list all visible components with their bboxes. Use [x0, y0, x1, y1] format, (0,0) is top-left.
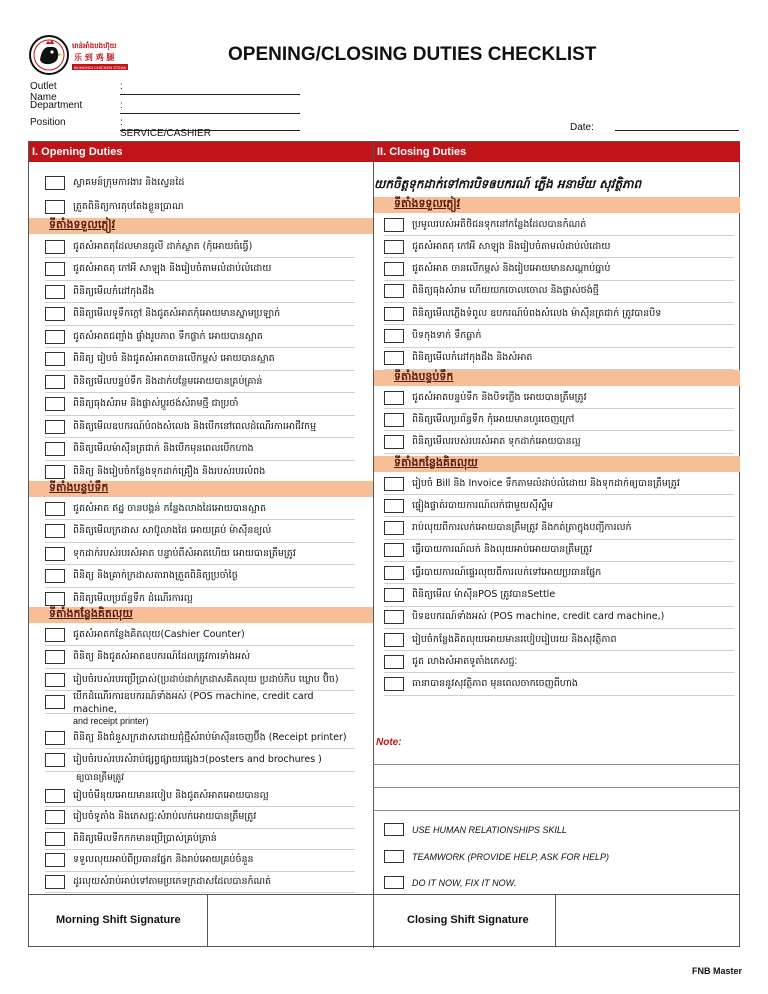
- opening-cashier-item: [45, 828, 355, 850]
- checkbox[interactable]: [384, 823, 404, 836]
- tip-label: DO IT NOW, FIX IT NOW.: [412, 877, 517, 888]
- note-line-3: [373, 810, 740, 811]
- opening-section-reception: ទីតាំងទទួលភ្ញៀវ: [29, 218, 373, 234]
- opening-cashier-item: [45, 785, 355, 807]
- opening-cashier-item: [45, 727, 355, 749]
- opening-reception-item: [45, 304, 355, 326]
- checkbox[interactable]: [384, 521, 404, 535]
- task-label: ពិនិត្យមើលឧបករណ៍បំពងសំលេង និងបើកនៅពេលដំណើរការអាជីវកម្ម: [73, 420, 317, 432]
- task-label: ធ្វើរបាយការណ៍ផ្ទេរលុយពីការលក់ទៅអោយប្រធានផ្នែក: [412, 566, 602, 578]
- company-logo: [28, 34, 132, 76]
- checkbox[interactable]: [384, 435, 404, 449]
- opening-cashier-continuation: ឲ្យបានត្រឹមត្រូវ: [76, 772, 125, 782]
- opening-reception-item: [45, 236, 355, 258]
- outlet-name-field[interactable]: [120, 94, 300, 95]
- checkbox[interactable]: [384, 850, 404, 863]
- opening-cashier-item: [45, 692, 355, 714]
- opening-cashier-item: [45, 624, 355, 646]
- task-label: ពិនិត្យធុងសំរាម ហើយយកចោលចោល និងផ្លាស់ថង់ថ្មី: [412, 285, 599, 297]
- checkbox[interactable]: [384, 262, 404, 276]
- task-label: ពិនិត្យមើល ម៉ាស៊ីនPOS ត្រូវបានSettle: [412, 589, 556, 600]
- outlet-name-label: Outlet Name: [30, 81, 57, 103]
- task-label: រៀបចំទូតាំង និងភេសជ្ជៈសំរាប់លក់អោយបានត្រឹមត្រូវ: [73, 811, 257, 822]
- opening-section-restroom: ទីតាំងបន្ទប់ទឹក: [29, 481, 373, 497]
- checkbox[interactable]: [45, 200, 65, 214]
- checkbox[interactable]: [384, 677, 404, 691]
- date-label: Date:: [570, 122, 594, 133]
- task-label: ពិនិត្យមើលបន្ទប់ទឹក និងដាក់បន្ថែមអោយបានគ្រប់គ្រាន់: [73, 375, 263, 387]
- note-line-1: [373, 764, 740, 765]
- outlet-name-colon: :: [120, 81, 123, 92]
- checkbox[interactable]: [384, 499, 404, 513]
- column-divider: [373, 142, 374, 948]
- position-label: Position: [30, 117, 66, 128]
- task-label: រៀបចំកន្លែងគិតលុយអោយមានរបៀបរៀបរយ និងសុវត្ថិភាព: [412, 633, 617, 645]
- note-line-2: [373, 787, 740, 788]
- tip-label: TEAMWORK (PROVIDE HELP, ASK FOR HELP): [412, 851, 610, 862]
- task-label: ផ្ទៀងផ្ទាត់របាយការណ៍លក់ជាមួយស៊ីស្ទឹម: [412, 499, 554, 511]
- opening-cashier-continuation: and receipt printer): [73, 716, 149, 726]
- date-field[interactable]: [615, 130, 739, 131]
- department-field[interactable]: [120, 113, 300, 114]
- task-label: ប្រមូលរបស់អតិថិជនទុកនៅកន្លែងដែលបានកំណត់: [412, 218, 587, 230]
- task-label: ពិនិត្យមើលប្រព័ន្ធទឹក ដំណើរការល្អ: [73, 592, 193, 604]
- opening-restroom-item: [45, 498, 355, 520]
- task-label: ជូតសំអាត ឥដ្ឋ ចានបង្គន់ កន្លែងលាងដៃអោយបានស្អាត: [73, 502, 266, 514]
- task-label: បិទឧបករណ៍ទាំងអស់ (POS machine, credit card machine,): [412, 611, 665, 623]
- opening-reception-item: [45, 281, 355, 303]
- closing-cashier-item: [384, 674, 734, 696]
- task-label: ពិនិត្យមើលកំដៅកុងដឹង និងសំអាត: [412, 352, 533, 364]
- closing-reception-item: [384, 303, 734, 325]
- task-label: ពិនិត្យ រៀបចំ និងជូតសំអាតចានលើកម្ពស់ អោយបានស្អាត: [73, 353, 275, 364]
- checkbox[interactable]: [45, 753, 65, 767]
- checkbox[interactable]: [45, 502, 65, 516]
- checkbox[interactable]: [45, 628, 65, 642]
- opening-reception-item: [45, 371, 355, 393]
- task-label: ជូតសំអាតជញ្ជាំង ផ្ទាំងរូបភាព ទឹកផ្លាក់ អោយបានស្អាត: [73, 330, 263, 342]
- task-label: បិទកុងទាក់ ទឹកធ្លាក់: [412, 330, 482, 341]
- note-label: Note:: [376, 737, 402, 748]
- checkbox[interactable]: [384, 329, 404, 343]
- opening-intro-item: [45, 172, 355, 194]
- opening-cashier-item: [45, 669, 355, 691]
- position-value: : SERVICE/CASHIER: [120, 117, 211, 139]
- task-label: ពិនិត្យមើលកំដៅកុងដឹង: [73, 285, 155, 297]
- logo-brand-cn: 乐 到 鸡 腿: [74, 53, 115, 62]
- department-colon: :: [120, 100, 123, 111]
- task-label: ធ្វើរបាយការណ៍លក់ និងលុយអាប់អោយបានត្រឹមត្រូវ: [412, 544, 593, 556]
- closing-restroom-item: [384, 432, 734, 454]
- opening-reception-item: [45, 461, 355, 483]
- checkbox[interactable]: [45, 465, 65, 479]
- task-label: ពិនិត្យមើលទូទឹកក្ដៅ និងជូតសំអាតកុំអោយមានស្នាមប្រឡាក់: [73, 308, 281, 319]
- morning-signature-field[interactable]: [208, 895, 344, 946]
- opening-reception-item: [45, 259, 355, 281]
- checkbox[interactable]: [384, 307, 404, 321]
- task-label: រាប់លុយពីការលក់អោយបានត្រឹមត្រូវ និងកត់ត្រាក្នុងបញ្ជីការលក់: [412, 522, 632, 534]
- task-label: ពិនិត្យមើលម៉ាស៊ីនត្រជាក់ និងបើកមុនពេលបើកហាង: [73, 443, 254, 454]
- closing-intro: យកចិត្តទុកដាក់ទៅការបិទឲបករណ៍ ភ្លើង អនាម័យ សុវត្ថិភាព: [374, 177, 642, 191]
- task-label: ជូតសំអាតតុ កៅអី សាឡុង និងរៀបចំតាមលំដាប់លំដោយ: [73, 263, 272, 274]
- closing-cashier-item: [384, 540, 734, 562]
- checkbox[interactable]: [384, 413, 404, 427]
- checkbox[interactable]: [384, 218, 404, 232]
- checkbox[interactable]: [384, 588, 404, 602]
- task-label: ពិនិត្យ និងរៀបចំកន្លែងទុកដាក់គ្រឿង និងរបស់របរលំពង: [73, 465, 266, 477]
- checkbox[interactable]: [45, 176, 65, 190]
- opening-restroom-item: [45, 566, 355, 588]
- checkbox[interactable]: [45, 240, 65, 254]
- closing-section-restroom: ទីតាំងបន្ទប់ទឹក: [374, 370, 740, 386]
- task-label: ជូតសំអាតតុ កៅអី សាឡុង និងរៀបចំតាមលំដាប់លំដោយ: [412, 240, 611, 252]
- closing-cashier-item: [384, 651, 734, 673]
- checkbox[interactable]: [45, 352, 65, 366]
- task-label: ដូរលុយសំរាប់អាប់ទៅតាមប្រភេទក្រដាសដែលបានកំណត់: [73, 875, 272, 887]
- checkbox[interactable]: [384, 391, 404, 405]
- closing-section-cashier: ទីតាំងកន្លែងគិតលុយ: [374, 456, 740, 472]
- opening-cashier-item: [45, 871, 355, 893]
- logo-brand-en: BONGHOI CHICKEN STEAK: [74, 65, 127, 70]
- opening-restroom-item: [45, 521, 355, 543]
- checkbox[interactable]: [45, 262, 65, 276]
- opening-duties-header: I. Opening Duties: [29, 142, 373, 162]
- task-label: ពិនិត្យមើលប្រព័ន្ធទឹក កុំអោយមានហូរចេញក្រៅ: [412, 413, 575, 425]
- checkbox[interactable]: [45, 569, 65, 583]
- checkbox[interactable]: [45, 789, 65, 803]
- checkbox[interactable]: [45, 695, 65, 709]
- task-label: រៀបចំ Bill និង Invoice ទឹកតាមលំដាប់លំដោយ និងទុកដាក់ឲ្យបានត្រឹមត្រូវ: [412, 477, 680, 489]
- closing-cashier-item: [384, 473, 734, 495]
- opening-reception-item: [45, 416, 355, 438]
- closing-cashier-item: [384, 495, 734, 517]
- checkbox[interactable]: [384, 633, 404, 647]
- checkbox[interactable]: [384, 610, 404, 624]
- task-label: ធានាបាននូវសុវត្ថិភាព មុនពេលចាកចេញពីហាង: [412, 678, 578, 690]
- closing-reception-item: [384, 326, 734, 348]
- closing-cashier-item: [384, 629, 734, 651]
- checkbox[interactable]: [45, 832, 65, 846]
- checkbox[interactable]: [45, 810, 65, 824]
- task-label: រៀបចំមីនុយអោយមានរបៀប និងជូតសំអាតអោយបានល្អ: [73, 789, 269, 801]
- opening-reception-item: [45, 326, 355, 348]
- task-label: ត្រួតពិនិត្យការតុបតែងខ្លួនប្រាណ: [73, 201, 184, 212]
- task-label: ពិនិត្យមើលក្រដាស សាប៊ូលាងដៃ អោយគ្រប់ ម៉ាស៊ីនខ្យល់: [73, 525, 272, 536]
- task-label: បើកដំណើរការឧបករណ៍ទាំងអស់ (POS machine, credit card machine,: [73, 690, 314, 715]
- checkbox[interactable]: [45, 547, 65, 561]
- task-label: ពិនិត្យ និងជូតសំអាតឧបករណ៍ដែលត្រូវការទាំងអស់: [73, 651, 251, 662]
- morning-signature-label: Morning Shift Signature: [56, 914, 181, 926]
- opening-intro-item: [45, 196, 355, 218]
- page-title: OPENING/CLOSING DUTIES CHECKLIST: [228, 44, 597, 65]
- checkbox[interactable]: [384, 284, 404, 298]
- closing-section-reception: ទីតាំងទទួលភ្ញៀវ: [374, 197, 740, 213]
- task-label: ពិនិត្យមើលទឹកកកមានប្រើប្រាស់គ្រប់គ្រាន់: [73, 832, 217, 844]
- closing-reception-item: [384, 236, 734, 258]
- opening-section-cashier: ទីតាំងកន្លែងគិតលុយ: [29, 607, 373, 623]
- closing-cashier-item: [384, 607, 734, 629]
- checkbox[interactable]: [45, 375, 65, 389]
- opening-cashier-item: [45, 807, 355, 829]
- checkbox[interactable]: [45, 592, 65, 606]
- checkbox[interactable]: [45, 673, 65, 687]
- opening-reception-item: [45, 439, 355, 461]
- checkbox[interactable]: [45, 853, 65, 867]
- closing-cashier-item: [384, 562, 734, 584]
- task-label: ស្វាគមន៍ក្រុមការងារ និងស្ទេនដៃ: [73, 177, 185, 188]
- tip-item: [384, 823, 567, 836]
- checkbox[interactable]: [384, 477, 404, 491]
- opening-reception-item: [45, 394, 355, 416]
- opening-cashier-item: [45, 647, 355, 669]
- task-label: ជូតសំអាតកន្លែងគិតលុយ(Cashier Counter): [73, 628, 245, 640]
- task-label: ទទួលលុយអាប់ពីប្រធានផ្នែក និងរាប់អោយគ្រប់ចំនួន: [73, 854, 254, 865]
- tip-label: USE HUMAN RELATIONSHIPS SKILL: [412, 824, 567, 835]
- checkbox[interactable]: [45, 442, 65, 456]
- checkbox[interactable]: [45, 330, 65, 344]
- checkbox[interactable]: [45, 524, 65, 538]
- opening-reception-item: [45, 349, 355, 371]
- position-field[interactable]: [120, 130, 300, 131]
- closing-reception-item: [384, 348, 734, 370]
- task-label: ពិនិត្យមើលភ្លើងទំពូល ឧបករណ៍បំពងសំលេង ម៉ាស៊ីនត្រជាក់ ត្រូវបានបិទ: [412, 307, 662, 319]
- closing-signature-field[interactable]: [556, 895, 739, 946]
- checkbox[interactable]: [384, 876, 404, 889]
- opening-restroom-item: [45, 543, 355, 565]
- task-label: រៀបចំរបស់របរសំរាប់ផ្សព្វផ្សាយផ្សេងៗ(posters and brochures ): [73, 754, 322, 765]
- tip-item: [384, 850, 609, 863]
- closing-reception-item: [384, 214, 734, 236]
- closing-cashier-item: [384, 585, 734, 607]
- checkbox[interactable]: [45, 875, 65, 889]
- task-label: ពិនិត្យមើលរបស់របរសំអាត ទុកដាក់អោយបានល្អ: [412, 436, 581, 448]
- checkbox[interactable]: [384, 543, 404, 557]
- checkbox[interactable]: [45, 285, 65, 299]
- closing-signature-label: Closing Shift Signature: [407, 914, 529, 926]
- logo-brand-kh: មាន់អាំងបងហ៊ុយ: [72, 42, 117, 50]
- task-label: ជូតសំអាតតុដែលមានធូលី ដាក់ស្លាត (កុំអោយធំធ្វើ): [73, 240, 253, 252]
- task-label: ជូតសំអាតបន្ទប់ទឹក និងបិទភ្លើង អោយបានត្រឹមត្រូវ: [412, 391, 587, 403]
- task-label: ពិនិត្យធុងសំរាម និងផ្លាស់ប្ដូរថង់សំរាមថ្មី ជាប្រចាំ: [73, 398, 239, 409]
- department-label: Department: [30, 100, 83, 111]
- checkbox[interactable]: [384, 351, 404, 365]
- task-label: ពិនិត្យ និងជំនួសក្រដាសដោយជុំថ្មីសំរាប់ម៉ាស៊ីនចេញប៊ីង (Receipt printer): [73, 731, 347, 743]
- task-label: ជូតសំអាត ចានលើកម្ពស់ និងរៀបអោយមានសណ្ដាប់ធ្នាប់: [412, 263, 611, 275]
- task-label: រៀបចំរបស់របរប្រើប្រាស់(ប្រដាប់ដាក់ក្រដាសគិតលុយ ប្រដាប់កិប ឃ្លោប ប៊ិច): [73, 673, 339, 685]
- opening-cashier-item: [45, 850, 355, 872]
- closing-reception-item: [384, 281, 734, 303]
- checkbox[interactable]: [45, 650, 65, 664]
- closing-cashier-item: [384, 518, 734, 540]
- checkbox[interactable]: [384, 240, 404, 254]
- task-label: ទុកដាក់របស់របរសំអាត បន្ទាប់ពីសំអាតហើយ អោយបានត្រឹមត្រូវ: [73, 547, 296, 559]
- task-label: ពិនិត្យ និងគ្រាក់ក្រដាសតារាងត្រួតពិនិត្យប្រចាំថ្ងៃ: [73, 570, 238, 581]
- checkbox[interactable]: [45, 397, 65, 411]
- closing-restroom-item: [384, 387, 734, 409]
- checkbox[interactable]: [384, 655, 404, 669]
- closing-restroom-item: [384, 409, 734, 431]
- checkbox[interactable]: [45, 307, 65, 321]
- checkbox[interactable]: [384, 566, 404, 580]
- footer-label: FNB Master: [691, 966, 742, 976]
- task-label: ជូត លាងសំអាតទូតាំងភេសជ្ជៈ: [412, 655, 518, 667]
- tip-item: [384, 876, 516, 889]
- checkbox[interactable]: [45, 420, 65, 434]
- opening-cashier-item: [45, 750, 355, 772]
- closing-reception-item: [384, 259, 734, 281]
- checkbox[interactable]: [45, 731, 65, 745]
- closing-duties-header: II. Closing Duties: [374, 142, 740, 162]
